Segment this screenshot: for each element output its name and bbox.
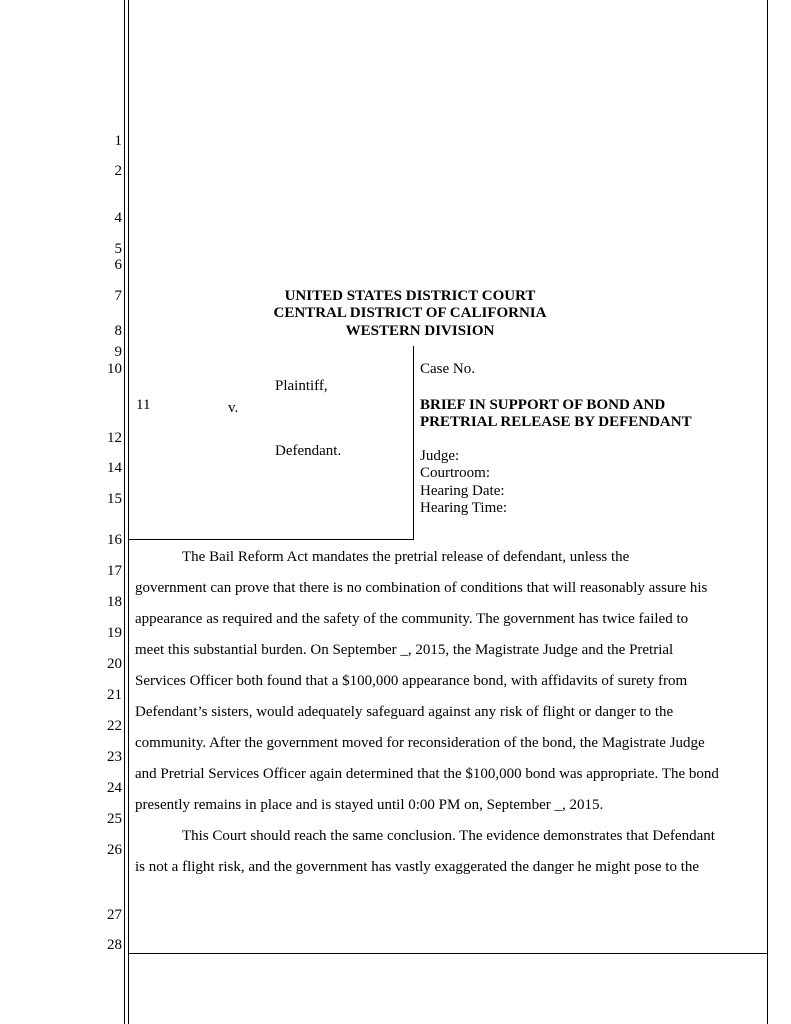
right-margin-rule (767, 0, 768, 1024)
line-number: 17 (107, 563, 122, 579)
line-number: 24 (107, 780, 122, 796)
line-number: 23 (107, 749, 122, 765)
line-number: 4 (114, 210, 122, 226)
body-line: community. After the government moved for reconsideration of the bond, the Magistrate Judge (135, 735, 705, 751)
body-line: Services Officer both found that a $100,000 appearance bond, with affidavits of surety from (135, 673, 688, 689)
line-number: 5 (114, 241, 122, 257)
line-number: 22 (107, 718, 122, 734)
left-margin-rule-outer (124, 0, 125, 1024)
footer-rule (128, 953, 768, 954)
hearing-date-label: Hearing Date: (420, 483, 505, 499)
courtroom-label: Courtroom: (420, 465, 490, 481)
court-district: CENTRAL DISTRICT OF CALIFORNIA (273, 305, 547, 321)
line-number: 1 (114, 133, 122, 149)
left-margin-rule-inner (128, 0, 129, 1024)
body-line: The Bail Reform Act mandates the pretrial release of defendant, unless the (182, 549, 630, 565)
body-line: Defendant’s sisters, would adequately safeguard against any risk of flight or danger to the (135, 704, 674, 720)
body-line: appearance as required and the safety of the community. The government has twice failed to (135, 611, 689, 627)
line-number: 28 (107, 937, 122, 953)
defendant-label: Defendant. (275, 443, 342, 459)
body-line: This Court should reach the same conclusion. The evidence demonstrates that Defendant (182, 828, 715, 844)
line-number: 7 (114, 288, 122, 304)
line-number: 18 (107, 594, 122, 610)
body-line: meet this substantial burden. On September _, 2015, the Magistrate Judge and the Pretrial (135, 642, 674, 658)
line-number: 19 (107, 625, 122, 641)
line-number: 12 (107, 430, 122, 446)
line-number: 10 (107, 361, 122, 377)
document-title-line1: BRIEF IN SUPPORT OF BOND AND (420, 397, 666, 413)
judge-label: Judge: (420, 448, 460, 464)
line-number: 27 (107, 907, 122, 923)
body-line: government can prove that there is no combination of conditions that will reasonably assure his (135, 580, 708, 596)
body-line: presently remains in place and is stayed until 0:00 PM on, September _, 2015. (135, 797, 604, 813)
caption-box-bottom-rule (128, 539, 414, 540)
line-number: 21 (107, 687, 122, 703)
plaintiff-label: Plaintiff, (275, 378, 328, 394)
line-number: 6 (114, 257, 122, 273)
hearing-time-label: Hearing Time: (420, 500, 508, 516)
case-number-label: Case No. (420, 361, 475, 377)
line-number: 20 (107, 656, 122, 672)
body-line: is not a flight risk, and the government has vastly exaggerated the danger he might pose to the (135, 859, 700, 875)
body-line: and Pretrial Services Officer again determined that the $100,000 bond was appropriate. The bond (135, 766, 719, 782)
line-number: 14 (107, 460, 122, 476)
line-number: 26 (107, 842, 122, 858)
line-number: 2 (114, 163, 122, 179)
document-title-line2: PRETRIAL RELEASE BY DEFENDANT (420, 414, 692, 430)
court-name: UNITED STATES DISTRICT COURT (284, 288, 536, 304)
line-number: 9 (114, 344, 122, 360)
line-number: 11 (136, 397, 151, 413)
versus-label: v. (228, 400, 239, 416)
line-number: 25 (107, 811, 122, 827)
caption-box-right-rule (413, 346, 414, 539)
court-division: WESTERN DIVISION (345, 323, 495, 339)
line-number: 8 (114, 323, 122, 339)
line-number: 16 (107, 532, 122, 548)
line-number: 15 (107, 491, 122, 507)
